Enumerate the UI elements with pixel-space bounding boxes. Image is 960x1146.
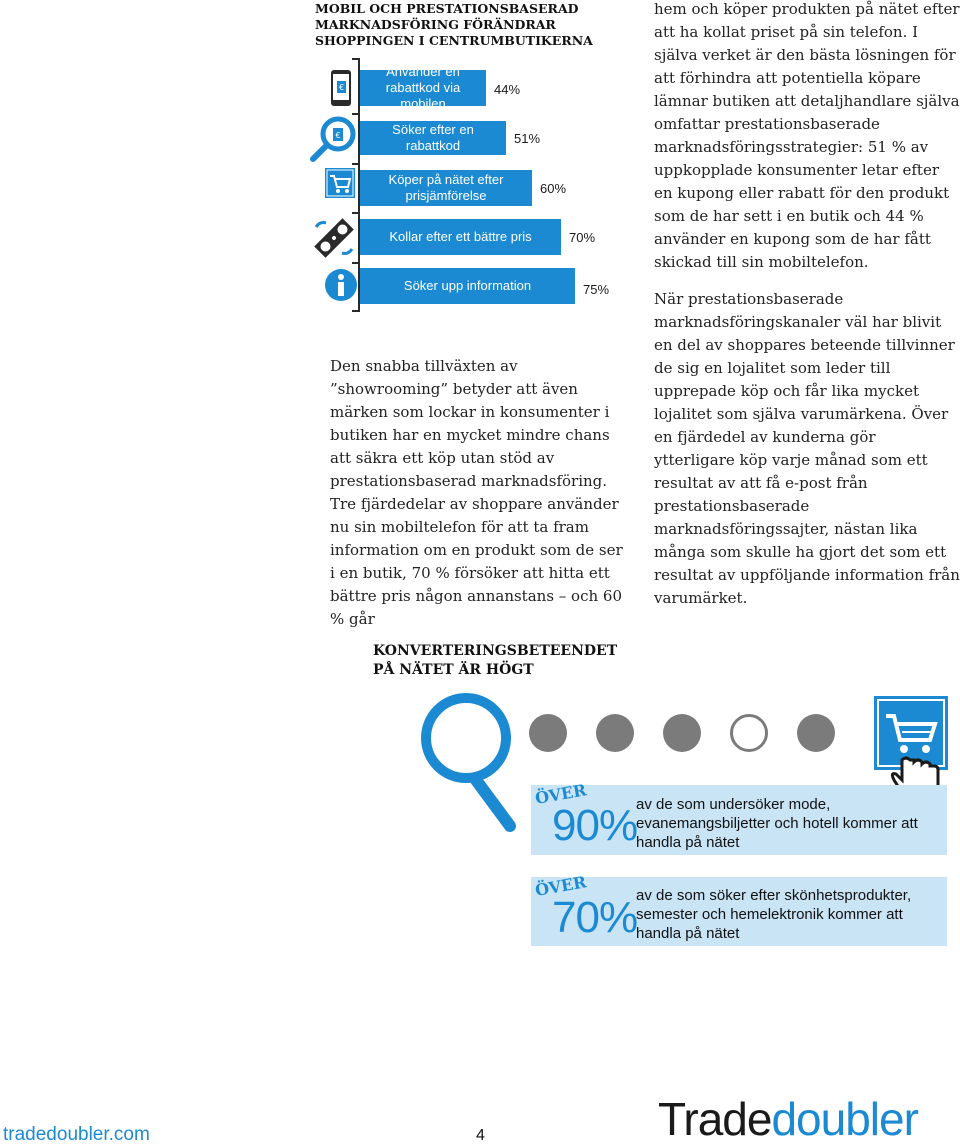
axis-tick — [352, 58, 360, 60]
axis-tick — [352, 310, 360, 312]
bar-price-compare: Köper på nätet efter prisjämförelse — [360, 170, 532, 206]
stat-description: av de som undersöker mode, evanemangsbiljetter och hotell kommer att handla på nätet — [636, 796, 918, 851]
bar-value-label: 70% — [569, 230, 596, 245]
chart-title-line: MOBIL OCH PRESTATIONSBASERAD — [315, 1, 579, 16]
chart-title-line: MARKNADSFÖRING FÖRÄNDRAR — [315, 17, 556, 32]
paragraph: När prestationsbaserade marknadsföringskanaler väl har blivit en del av shoppares beteende tillvinner de sig en lojalitet som leder till upprepade köp och får lika mycket lojalitet som själva varumärkena. Över en fjärdedel av kunderna gör ytterligare köp varje månad som ett resultat av att få e-post från prestationsbaserade marknadsföringssajter, nästan lika många som skulle ha gjort det som ett resultat av uppföljande information från varumärket. — [654, 290, 960, 607]
bar-value-label: 51% — [514, 131, 541, 146]
info-icon — [324, 268, 358, 302]
chart-title — [315, 1, 615, 49]
bar-info-lookup: Söker upp information — [360, 268, 575, 304]
stat-number: 70% — [552, 893, 638, 942]
mobile-phone-icon — [328, 68, 354, 108]
chart-title-line: SHOPPINGEN I CENTRUMBUTIKERNA — [315, 33, 593, 48]
magnifier-icon — [418, 688, 528, 838]
bar-value-label: 60% — [540, 181, 567, 196]
dot-filled — [529, 714, 567, 752]
body-text-right-1 — [654, 0, 960, 274]
dot-filled — [797, 714, 835, 752]
body-text-right-2 — [654, 288, 960, 610]
tradedoubler-logo: Tradedoubler — [658, 1093, 918, 1145]
body-text-left — [330, 355, 630, 631]
magnifier-coupon-icon — [308, 114, 358, 164]
conversion-title-line: KONVERTERINGSBETEENDET — [373, 643, 618, 659]
bar-coupon-mobile: Använder en rabattkod via mobilen — [360, 70, 486, 106]
bar-value-label: 44% — [494, 82, 521, 97]
bar-better-price: Kollar efter ett bättre pris — [360, 219, 561, 255]
footer-url-link[interactable]: tradedoubler.com — [3, 1124, 150, 1145]
stat-description: av de som söker efter skönhetsprodukter, semester och hemelektronik kommer att handla på nätet — [636, 887, 912, 942]
paragraph: hem och köper produkten på nätet efter att ha kollat priset på sin telefon. I själva verket är den bästa lösningen för att förhindra att potentiella köpare lämnar butiken att detaljhandlare själva omfattar prestationsbaserade marknadsföringsstrategier: 51 % av uppkopplade konsumenter letar efter en kupong eller rabatt för den produkt som de har sett i en butik och 44 % använder en kupong som de har fått skickad till sin mobiltelefon. — [654, 0, 960, 271]
conversion-title-line: PÅ NÄTET ÄR HÖGT — [373, 662, 534, 678]
dot-empty — [730, 714, 768, 752]
bar-value-label: 75% — [583, 282, 610, 297]
bar-search-coupon: Söker efter en rabattkod — [360, 121, 506, 155]
stat-number: 90% — [552, 801, 638, 850]
paragraph: Den snabba tillväxten av ”showrooming” betyder att även märken som lockar in konsumenter i butiken har en mycket mindre chans att säkra ett köp utan stöd av prestationsbaserad marknadsföring. Tre fjärdedelar av shoppare använder nu sin mobiltelefon för att ta fram information om en produkt som de ser i en butik, 70 % försöker att hitta ett bättre pris någon annanstans – och 60 % går — [330, 357, 623, 628]
page-number: 4 — [476, 1127, 485, 1144]
euro-exchange-icon — [310, 213, 358, 263]
svg-text:€: € — [335, 131, 341, 140]
conversion-title — [373, 642, 617, 680]
dot-filled — [596, 714, 634, 752]
svg-text:€: € — [338, 83, 345, 92]
stat-prefix: ÖVER — [533, 780, 588, 808]
dot-filled — [663, 714, 701, 752]
stat-prefix: ÖVER — [533, 872, 588, 900]
shopping-cart-icon — [325, 168, 355, 198]
